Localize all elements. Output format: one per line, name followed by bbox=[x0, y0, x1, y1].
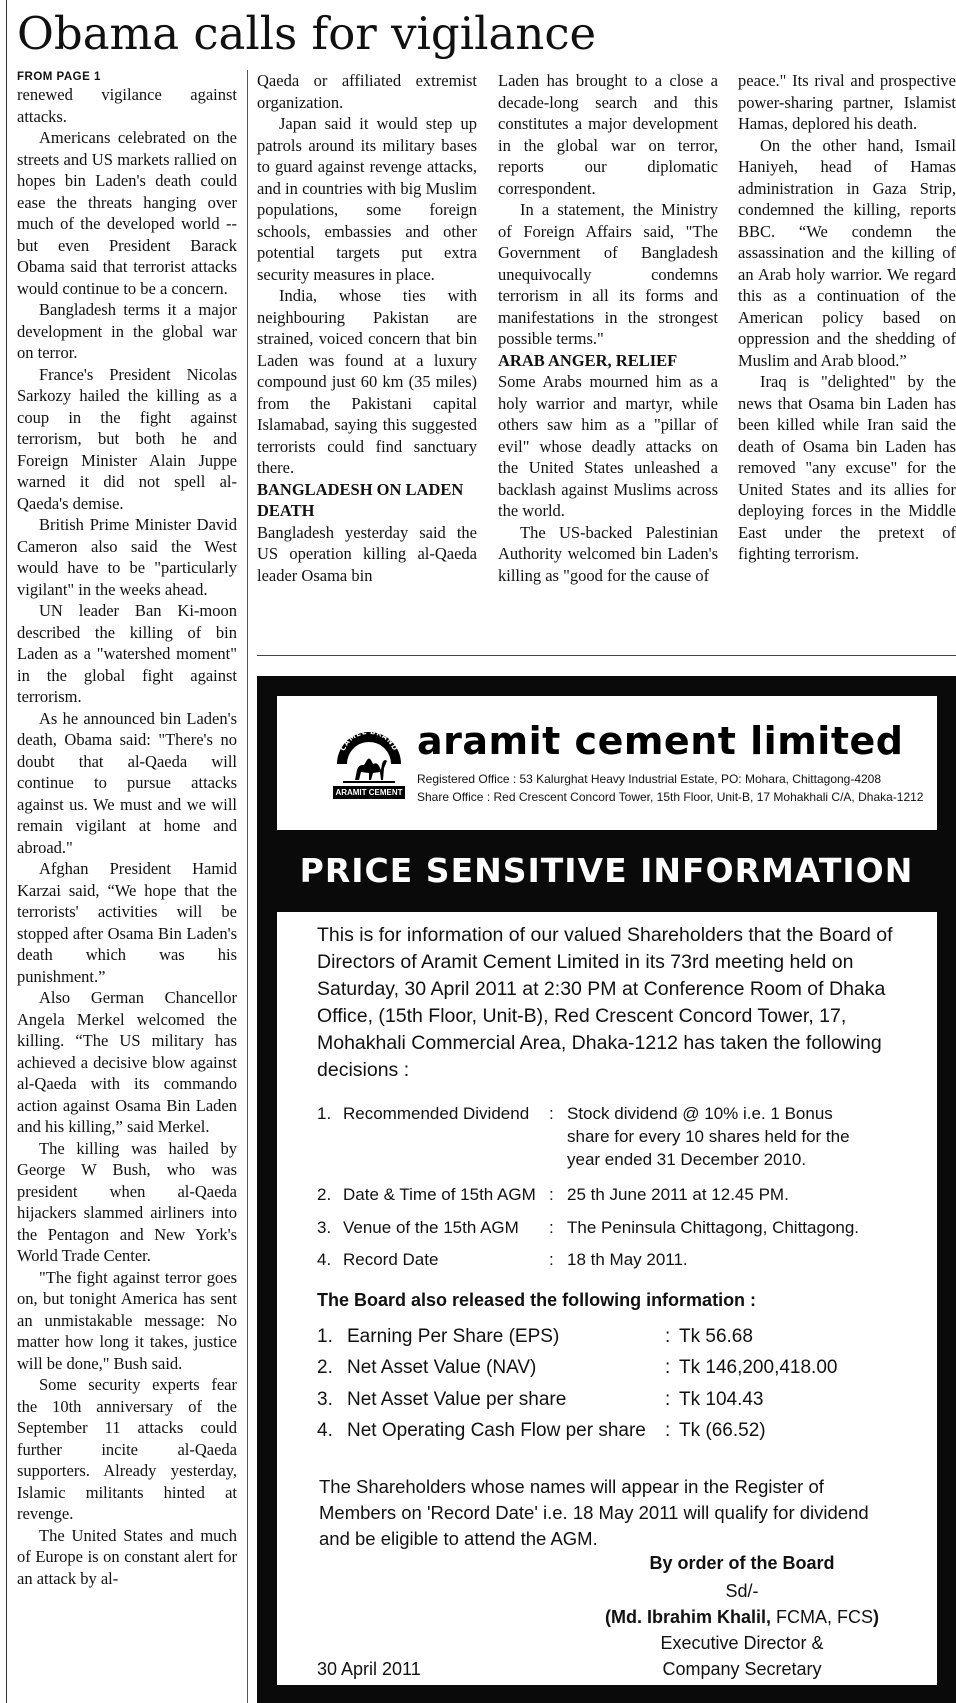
camel-logo-icon bbox=[333, 724, 405, 786]
info-value: Tk 56.68 bbox=[679, 1326, 753, 1347]
paragraph: Laden has brought to a close a decade-long search and this constitutes a major development in the global war on terror, reports our diplomatic correspondent. bbox=[498, 71, 718, 198]
info-colon: : bbox=[665, 1357, 671, 1378]
paragraph: UN leader Ban Ki-moon described the killing of bin Laden as a "watershed moment" in the global fight against terrorism. bbox=[17, 601, 237, 706]
signatory-title-1: Executive Director & bbox=[660, 1633, 824, 1653]
paragraph: The United States and much of Europe is on constant alert for an attack by al- bbox=[17, 1525, 237, 1588]
paragraph: "The fight against terror goes on, but tonight America has sent an unmistakable message: No matter how long it takes, justice will be done," Bush said. bbox=[17, 1267, 237, 1373]
paragraph: The US-backed Palestinian Authority welcomed bin Laden's killing as "good for the cause of bbox=[498, 522, 718, 585]
paragraph: British Prime Minister David Cameron also said the West would have to be "particularly vigilant" in the weeks ahead. bbox=[17, 515, 237, 599]
headline: Obama calls for vigilance bbox=[17, 7, 597, 60]
kicker: FROM PAGE 1 bbox=[17, 71, 101, 83]
paragraph: As he announced bin Laden's death, Obama said: "There's no doubt that al-Qaeda will continue to pursue attacks against us. We must and we will remain vigilant at home and abroad." bbox=[17, 708, 237, 857]
ad-header bbox=[277, 696, 937, 830]
signatory-title-2: Company Secretary bbox=[662, 1659, 822, 1679]
signatory-quals: FCMA, FCS bbox=[776, 1607, 874, 1627]
decision-label: Record Date bbox=[343, 1250, 439, 1269]
info-value: Tk 104.43 bbox=[679, 1389, 764, 1410]
decision-number: 4. bbox=[317, 1250, 332, 1269]
company-name: aramit cement limited bbox=[417, 719, 904, 763]
info-value: Tk (66.52) bbox=[679, 1420, 766, 1441]
decision-value: 25 th June 2011 at 12.45 PM. bbox=[567, 1185, 789, 1204]
paragraph: Also German Chancellor Angela Merkel welcomed the killing. “The US military has achieved a decisive blow against al-Qaeda with its commando action against Osama Bin Laden and his killing,” said Merkel. bbox=[17, 988, 237, 1136]
signed-line: Sd/- bbox=[725, 1581, 759, 1601]
subheading: ARAB ANGER, RELIEF bbox=[498, 350, 678, 370]
article-column-4 bbox=[738, 70, 956, 650]
decision-value: The Peninsula Chittagong, Chittagong. bbox=[567, 1218, 860, 1237]
info-label: Net Operating Cash Flow per share bbox=[347, 1420, 646, 1441]
paragraph: France's President Nicolas Sarkozy hailed the killing as a coup in the fight against terrorism, but both he and Foreign Minister Alain Juppe warned it did not spell al-Qaeda's demise. bbox=[17, 364, 237, 513]
camel-brand-logo bbox=[333, 724, 405, 814]
info-colon: : bbox=[665, 1326, 671, 1347]
board-heading: The Board also released the following information : bbox=[317, 1290, 757, 1310]
ad-body bbox=[277, 912, 937, 1685]
info-label: Net Asset Value per share bbox=[347, 1389, 567, 1410]
ad-title: PRICE SENSITIVE INFORMATION bbox=[299, 851, 914, 890]
info-label: Earning Per Share (EPS) bbox=[347, 1326, 560, 1347]
decision-value: Stock dividend @ 10% i.e. 1 Bonus share for every 10 shares held for the year ended 31 December 2010. bbox=[567, 1104, 850, 1169]
signatory-name: (Md. Ibrahim Khalil, bbox=[604, 1607, 771, 1627]
paragraph: Bangladesh yesterday said the US operation killing al-Qaeda leader Osama bin bbox=[257, 522, 477, 585]
decision-colon: : bbox=[549, 1218, 554, 1237]
ad-date: 30 April 2011 bbox=[317, 1659, 421, 1679]
info-number: 1. bbox=[317, 1326, 333, 1347]
info-number: 2. bbox=[317, 1357, 333, 1378]
decision-value: 18 th May 2011. bbox=[567, 1250, 688, 1269]
info-value: Tk 146,200,418.00 bbox=[679, 1357, 838, 1378]
decision-colon: : bbox=[549, 1250, 554, 1269]
decision-label: Recommended Dividend bbox=[343, 1104, 530, 1123]
by-order-line: By order of the Board bbox=[649, 1553, 835, 1573]
article-column-2 bbox=[257, 70, 477, 650]
paragraph: Iraq is "delighted" by the news that Osama bin Laden has been killed while Iran said the death of Osama bin Laden has removed "any excuse" for the United States and its allies for deploying forces in the Middle East under the pretext of fighting terrorism. bbox=[738, 372, 956, 563]
paragraph: Some security experts fear the 10th anniversary of the September 11 attacks could further incite al-Qaeda supporters. Already yesterday, Islamic militants hinted at revenge. bbox=[17, 1375, 237, 1523]
info-number: 3. bbox=[317, 1389, 333, 1410]
paragraph: renewed vigilance against attacks. bbox=[17, 85, 237, 126]
article-column-3 bbox=[498, 70, 718, 650]
decision-number: 2. bbox=[317, 1185, 332, 1204]
paragraph: Qaeda or affiliated extremist organization. bbox=[257, 71, 477, 112]
paragraph: On the other hand, Ismail Haniyeh, head of Hamas administration in Gaza Strip, condemned the killing, reports BBC. “We condemn the assassination and the killing of an Arab holy warrior. We regard this as a continuation of the American policy based on oppression and the shedding of Muslim and Arab blood.” bbox=[738, 135, 956, 370]
paragraph: Americans celebrated on the streets and US markets rallied on hopes bin Laden's death could ease the threats hanging over much of the developed world -- but even President Barack Obama said that terrorist attacks would continue to be a concern. bbox=[17, 128, 237, 298]
subheading: BANGLADESH ON LADEN DEATH bbox=[257, 479, 464, 520]
left-margin-rule bbox=[6, 0, 7, 1703]
decision-colon: : bbox=[549, 1104, 554, 1123]
decision-row bbox=[317, 1102, 917, 1174]
info-label: Net Asset Value (NAV) bbox=[347, 1357, 537, 1378]
share-office: Share Office : Red Crescent Concord Tower, 15th Floor, Unit-B, 17 Mohakhali C/A, Dhaka-1212 bbox=[417, 790, 924, 804]
info-colon: : bbox=[665, 1389, 671, 1410]
info-number: 4. bbox=[317, 1420, 333, 1441]
column-divider bbox=[247, 70, 248, 1703]
decision-number: 1. bbox=[317, 1104, 332, 1123]
signatory-close: ) bbox=[873, 1607, 880, 1627]
paragraph: Some Arabs mourned him as a holy warrior and martyr, while others saw him as a "pillar of evil" whose deadly attacks on the United States unleashed a backlash against Muslims across the world. bbox=[498, 372, 718, 520]
paragraph: In a statement, the Ministry of Foreign Affairs said, "The Government of Bangladesh unequivocally condemns terrorism in all its forms and manifestations in the strongest possible terms." bbox=[498, 200, 718, 348]
paragraph: Afghan President Hamid Karzai said, “We hope that the terrorists' activities will be stopped after Osama Bin Laden's death which was his punishment.” bbox=[17, 859, 237, 986]
decision-label: Venue of the 15th AGM bbox=[343, 1218, 519, 1237]
paragraph: Japan said it would step up patrols around its military bases to guard against revenge attacks, and in countries with big Muslim populations, some foreign schools, embassies and other potential targets put extra security measures in place. bbox=[257, 114, 477, 284]
article-column-1 bbox=[17, 70, 237, 1695]
signatory-name-line bbox=[567, 1604, 917, 1630]
decision-label: Date & Time of 15th AGM bbox=[343, 1185, 536, 1204]
paragraph: The killing was hailed by George W Bush, who was president when al-Qaeda hijackers slammed airliners into the Pentagon and New York's World Trade Center. bbox=[17, 1138, 237, 1265]
paragraph: India, whose ties with neighbouring Pakistan are strained, voiced concern that bin Laden was found at a luxury compound just 60 km (35 miles) from the Pakistani capital Islamabad, saying this suggested terrorists could find sanctuary there. bbox=[257, 286, 477, 477]
paragraph: peace." Its rival and prospective power-sharing partner, Islamist Hamas, deplored his death. bbox=[738, 71, 956, 133]
info-colon: : bbox=[665, 1420, 671, 1441]
price-sensitive-ad bbox=[257, 676, 956, 1703]
logo-arc-text: CAMEL BRAND bbox=[338, 727, 400, 753]
decision-number: 3. bbox=[317, 1218, 332, 1237]
decision-colon: : bbox=[549, 1185, 554, 1204]
ad-intro: This is for information of our valued Shareholders that the Board of Directors of Aramit Cement Limited in its 73rd meeting held on Saturday, 30 April 2011 at 2:30 PM at Conference Room of Dhaka Office, (15th Floor, Unit-B), Red Crescent Concord Tower, 17, Mohakhali Commercial Area, Dhaka-1212 has taken the following decisions : bbox=[317, 924, 893, 1081]
paragraph: Bangladesh terms it a major development in the global war on terror. bbox=[17, 300, 237, 362]
registered-office: Registered Office : 53 Kalurghat Heavy Industrial Estate, PO: Mohara, Chittagong-4208 bbox=[417, 772, 882, 786]
ad-outro: The Shareholders whose names will appear in the Register of Members on 'Record Date' i.e. 18 May 2011 will qualify for dividend and be eligible to attend the AGM. bbox=[319, 1476, 869, 1549]
article-bottom-rule bbox=[257, 655, 956, 656]
logo-caption: ARAMIT CEMENT bbox=[333, 786, 405, 799]
